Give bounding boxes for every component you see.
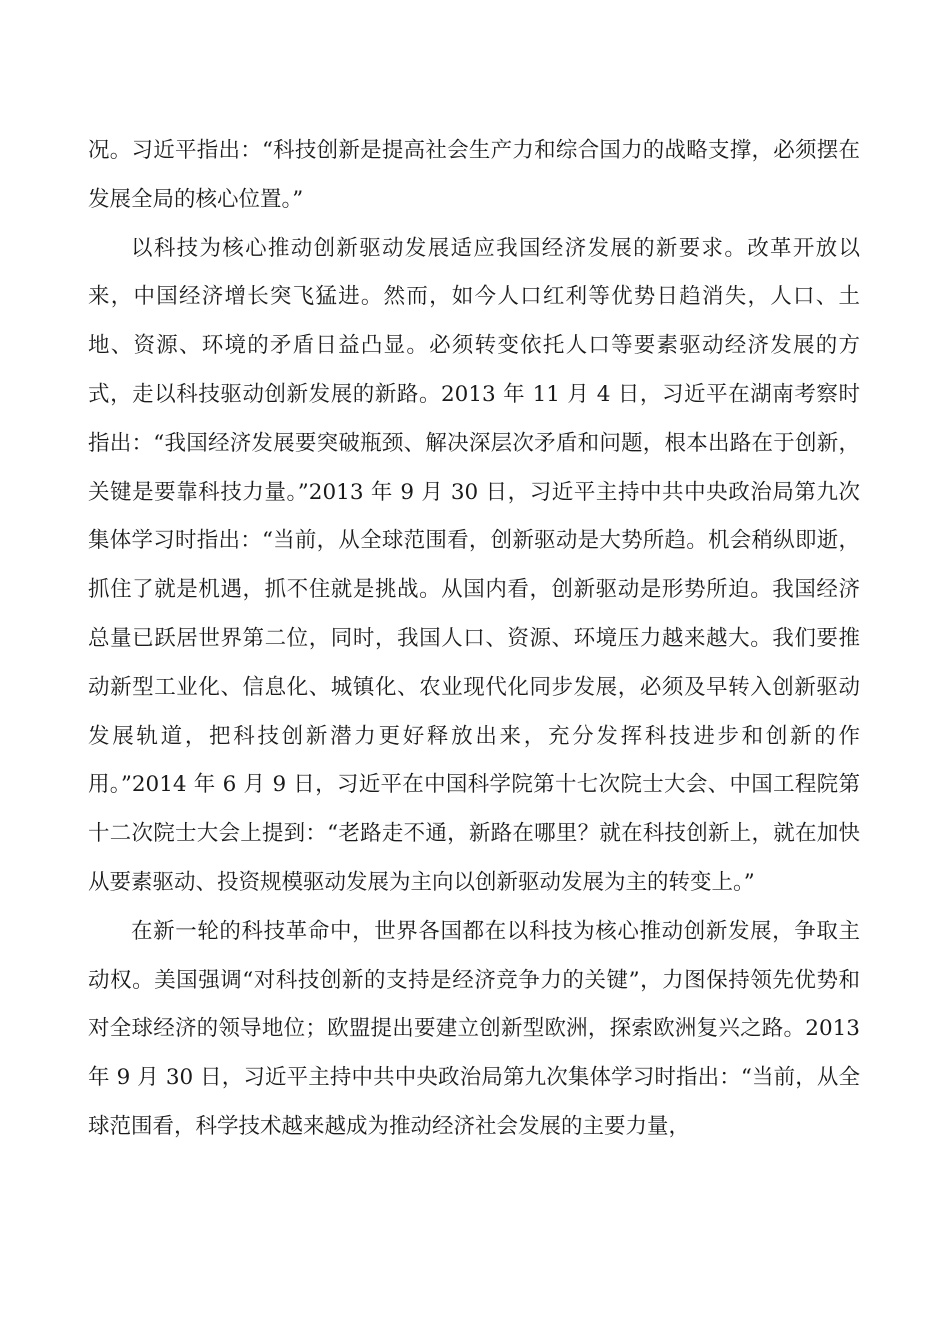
document-page [88,127,860,1152]
paragraph-2: 以科技为核心推动创新驱动发展适应我国经济发展的新要求。改革开放以来，中国经济增长突飞猛进。然而，如今人口红利等优势日趋消失，人口、土地、资源、环境的矛盾日益凸显。必须转变依托人口等要素驱动经济发展的方式，走以科技驱动创新发展的新路。2013 年 11 月 4 日，习近平在湖南考察时指出：“我国经济发展要突破瓶颈、解决深层次矛盾和问题，根本出路在于创新，关键是要靠科技力量。”2013 年 9 月 30 日，习近平主持中共中央政治局第九次集体学习时指出：“当前，从全球范围看，创新驱动是大势所趋。机会稍纵即逝，抓住了就是机遇，抓不住就是挑战。从国内看，创新驱动是形势所迫。我国经济总量已跃居世界第二位，同时，我国人口、资源、环境压力越来越大。我们要推动新型工业化、信息化、城镇化、农业现代化同步发展，必须及早转入创新驱动发展轨道，把科技创新潜力更好释放出来，充分发挥科技进步和创新的作用。”2014 年 6 月 9 日，习近平在中国科学院第十七次院士大会、中国工程院第十二次院士大会上提到：“老路走不通，新路在哪里？就在科技创新上，就在加快从要素驱动、投资规模驱动发展为主向以创新驱动发展为主的转变上。” [88,235,860,895]
paragraph-3: 在新一轮的科技革命中，世界各国都在以科技为核心推动创新发展，争取主动权。美国强调“对科技创新的支持是经济竞争力的关键”，力图保持领先优势和对全球经济的领导地位；欧盟提出要建立创新型欧洲，探索欧洲复兴之路。2013 年 9 月 30 日，习近平主持中共中央政治局第九次集体学习时指出：“当前，从全球范围看，科学技术越来越成为推动经济社会发展的主要力量， [88,918,860,1139]
paragraph-1: 况。习近平指出：“科技创新是提高社会生产力和综合国力的战略支撑，必须摆在发展全局的核心位置。” [88,138,860,212]
